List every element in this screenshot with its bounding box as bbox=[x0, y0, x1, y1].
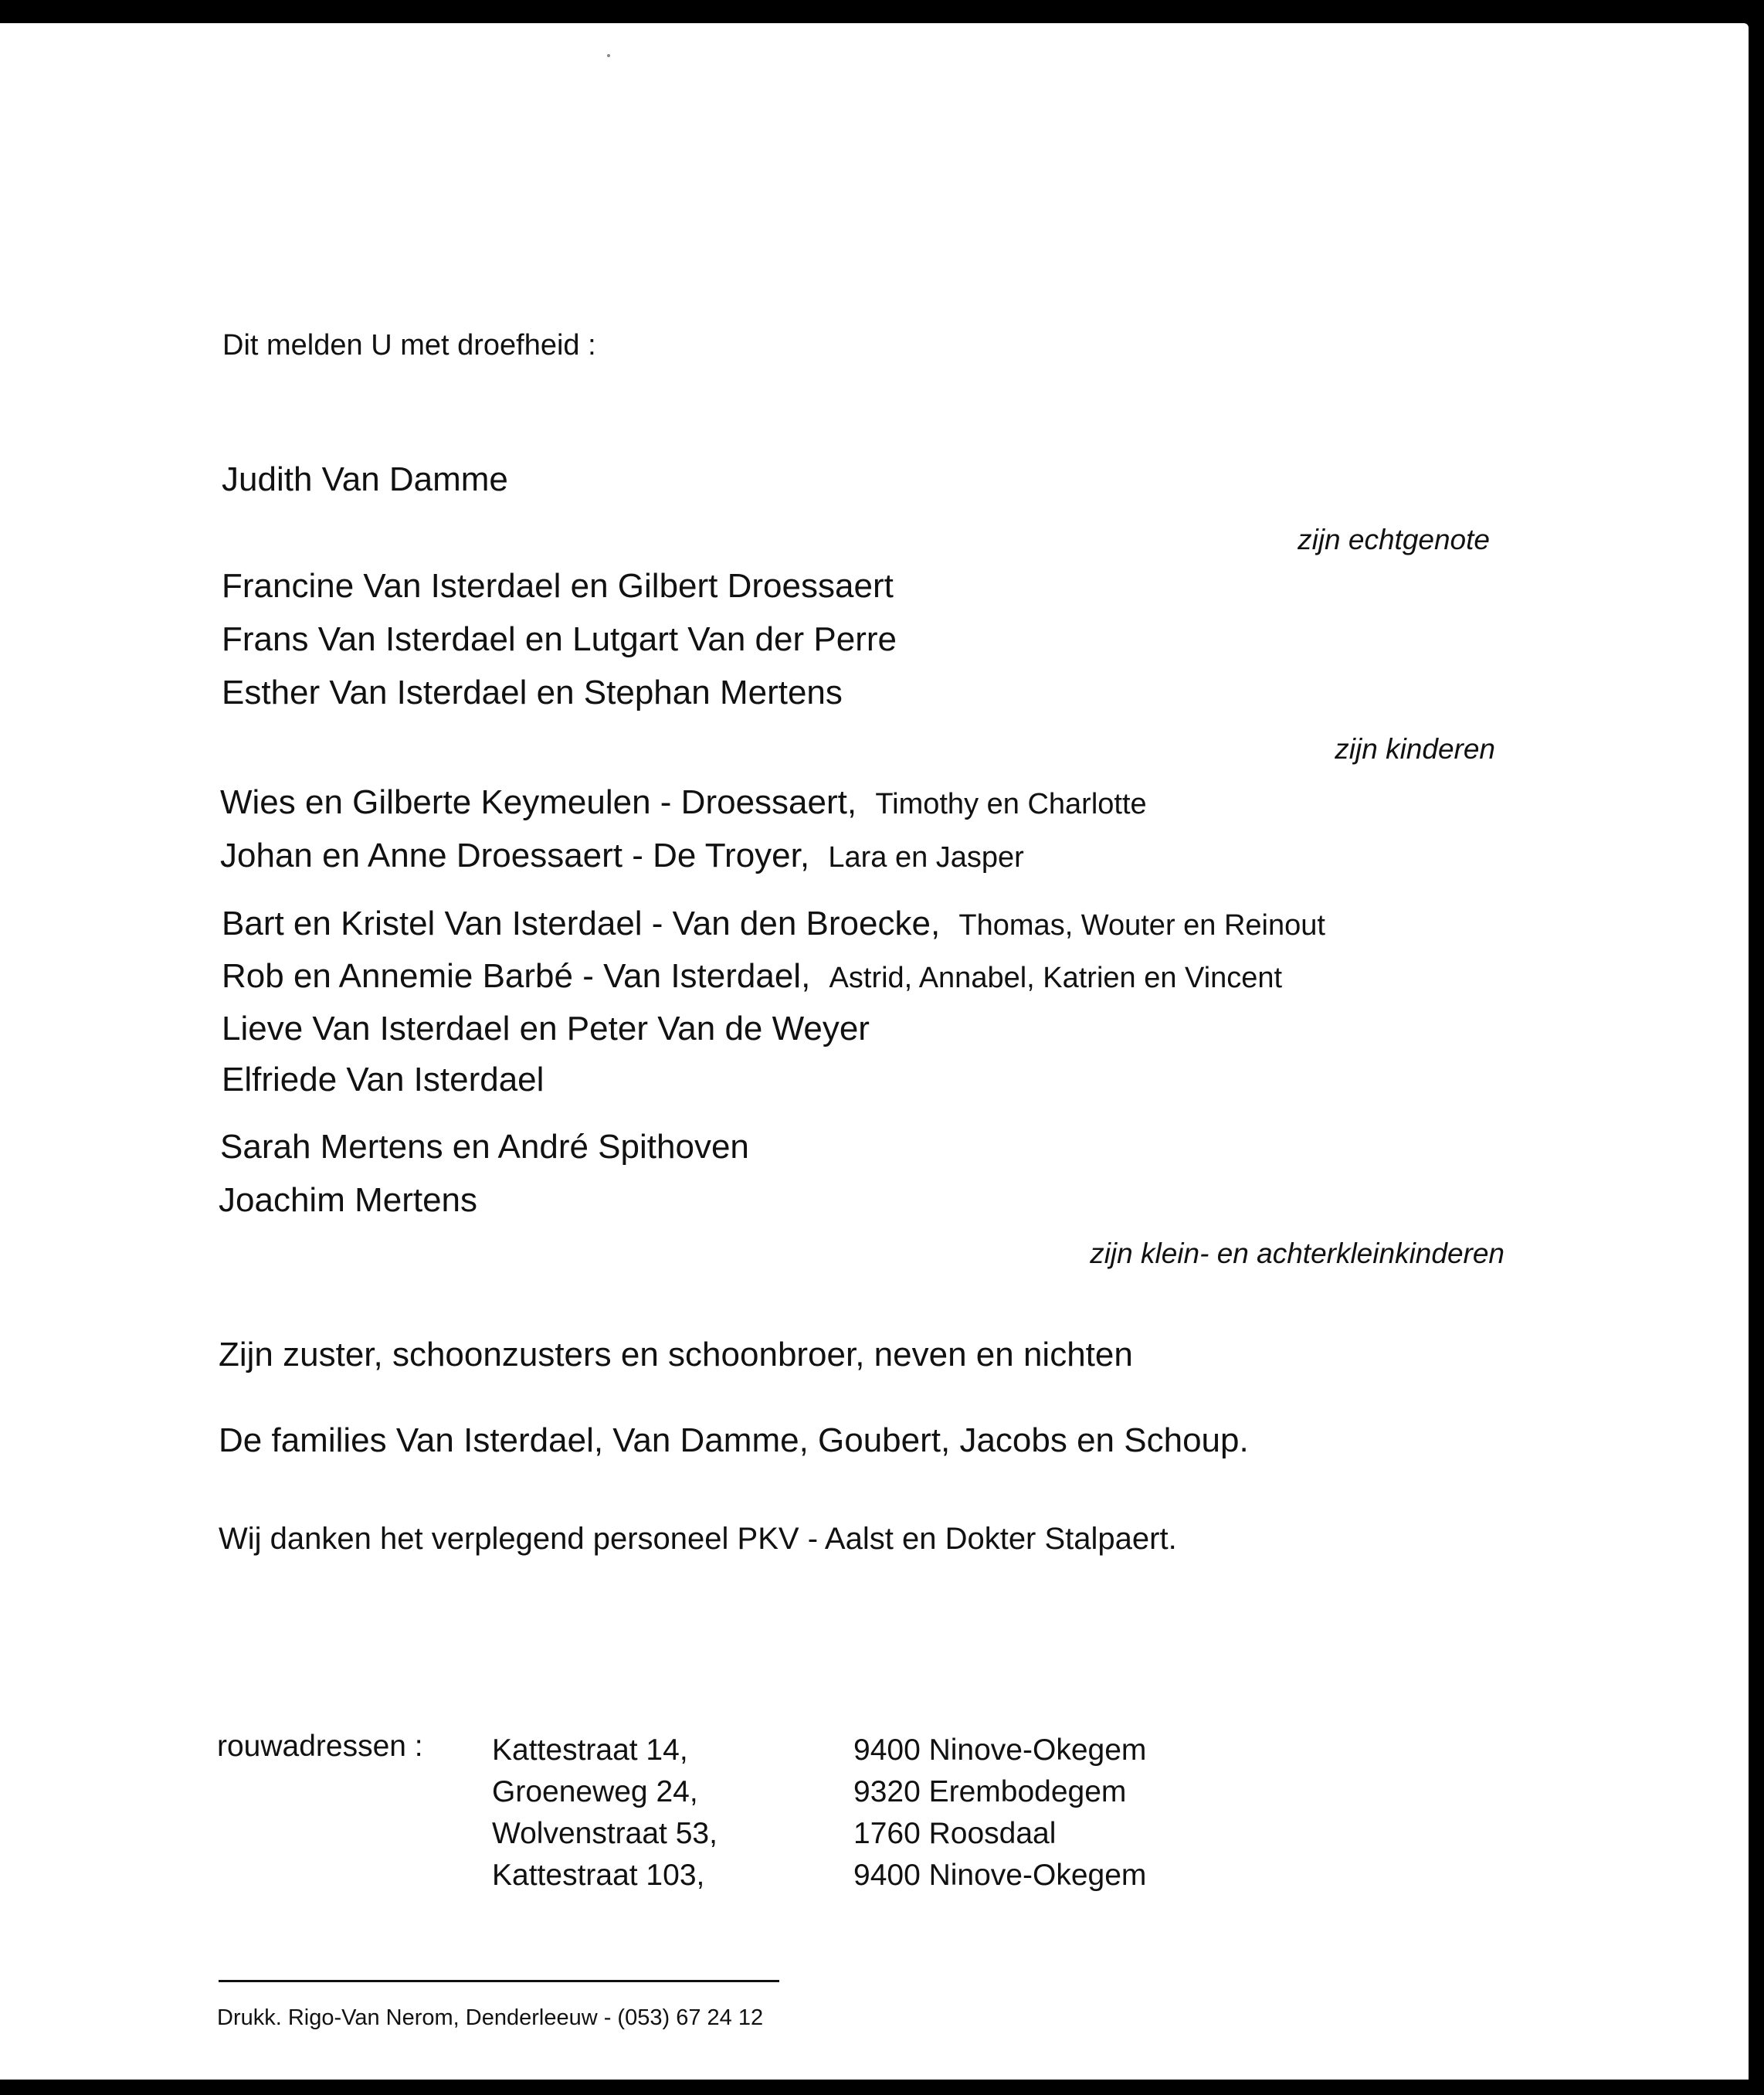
grandchild-line bbox=[220, 839, 1024, 873]
grandchild-couple: Rob en Annemie Barbé - Van Isterdael, bbox=[222, 957, 811, 995]
families-line: De families Van Isterdael, Van Damme, Goubert, Jacobs en Schoup. bbox=[219, 1421, 1249, 1459]
child-line: Francine Van Isterdael en Gilbert Droessaert bbox=[222, 567, 894, 605]
great-grandchildren: Astrid, Annabel, Katrien en Vincent bbox=[829, 962, 1283, 994]
great-grandchildren: Timothy en Charlotte bbox=[875, 788, 1147, 820]
intro-line: Dit melden U met droefheid : bbox=[222, 329, 596, 362]
paper-speck bbox=[607, 54, 610, 57]
grandchild-line: Elfriede Van Isterdael bbox=[222, 1061, 544, 1098]
great-grandchildren: Lara en Jasper bbox=[828, 841, 1024, 874]
grandchild-couple: Johan en Anne Droessaert - De Troyer, bbox=[220, 837, 810, 874]
child-line: Frans Van Isterdael en Lutgart Van der Perre bbox=[222, 620, 897, 658]
grandchild-line bbox=[220, 783, 1147, 821]
spouse-name: Judith Van Damme bbox=[222, 460, 508, 498]
address-street: Kattestraat 14, bbox=[492, 1733, 688, 1767]
address-street: Groeneweg 24, bbox=[492, 1775, 698, 1808]
grandchild-couple: Wies en Gilberte Keymeulen - Droessaert, bbox=[220, 783, 857, 821]
grandchild-line bbox=[222, 907, 1325, 941]
grandchild-couple: Bart en Kristel Van Isterdael - Van den Broecke, bbox=[222, 905, 941, 942]
address-city: 1760 Roosdaal bbox=[853, 1817, 1057, 1850]
grandchild-line: Joachim Mertens bbox=[219, 1181, 478, 1219]
address-city: 9320 Erembodegem bbox=[853, 1775, 1127, 1808]
grandchild-line: Lieve Van Isterdael en Peter Van de Weyer bbox=[222, 1010, 870, 1048]
grandchild-line bbox=[222, 959, 1282, 993]
footer-rule bbox=[219, 1980, 779, 1982]
address-street: Kattestraat 103, bbox=[492, 1859, 705, 1892]
thanks-line: Wij danken het verplegend personeel PKV - Aalst en Dokter Stalpaert. bbox=[219, 1522, 1177, 1556]
address-city: 9400 Ninove-Okegem bbox=[853, 1859, 1147, 1892]
printer-credit: Drukk. Rigo-Van Nerom, Denderleeuw - (053) 67 24 12 bbox=[217, 2005, 764, 2030]
relatives-line: Zijn zuster, schoonzusters en schoonbroer, neven en nichten bbox=[219, 1336, 1133, 1373]
great-grandchildren: Thomas, Wouter en Reinout bbox=[958, 909, 1325, 942]
grandchild-line: Sarah Mertens en André Spithoven bbox=[220, 1128, 749, 1166]
role-grandchildren: zijn klein- en achterkleinkinderen bbox=[1090, 1238, 1504, 1269]
address-city: 9400 Ninove-Okegem bbox=[853, 1733, 1147, 1767]
addresses-label: rouwadressen : bbox=[217, 1730, 423, 1763]
mourning-card bbox=[0, 23, 1749, 2080]
role-children: zijn kinderen bbox=[1335, 733, 1495, 765]
child-line: Esther Van Isterdael en Stephan Mertens bbox=[222, 674, 843, 711]
address-street: Wolvenstraat 53, bbox=[492, 1817, 717, 1850]
role-spouse: zijn echtgenote bbox=[1298, 524, 1490, 555]
